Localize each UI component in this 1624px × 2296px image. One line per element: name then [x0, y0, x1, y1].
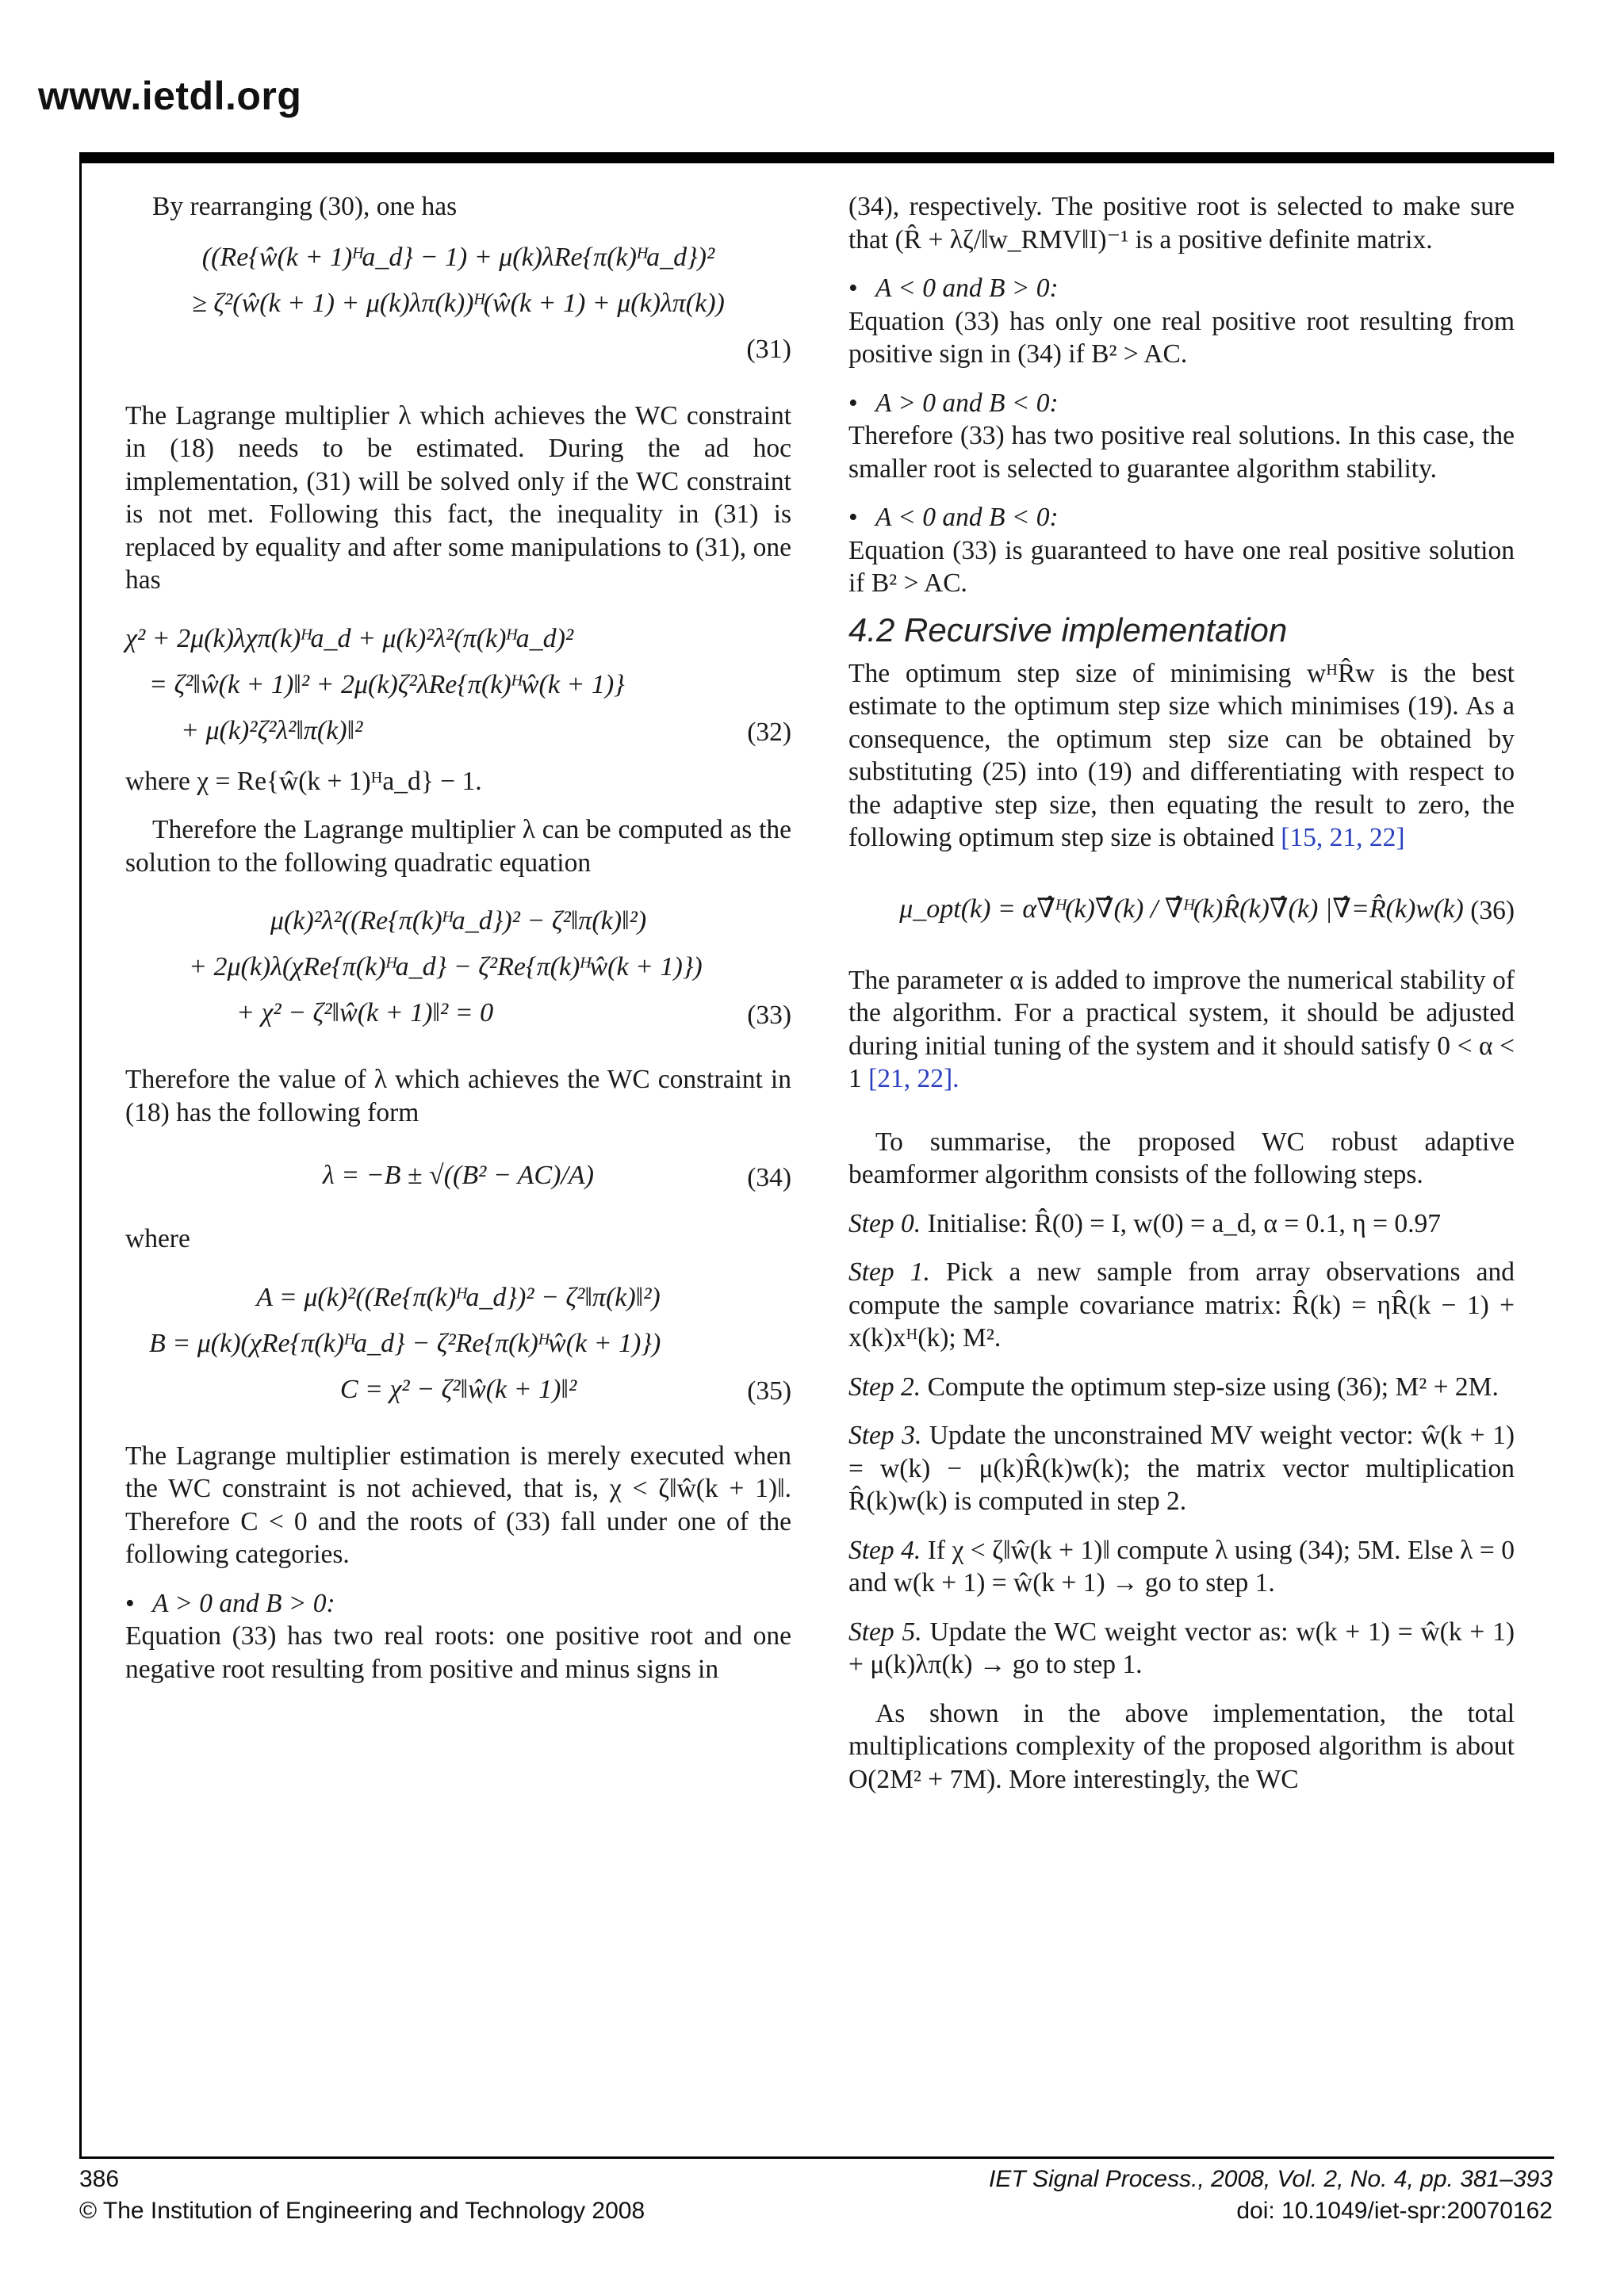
paragraph: where [125, 1224, 190, 1253]
equation-32 [125, 616, 791, 754]
step-label: Step 0. [848, 1208, 921, 1238]
equation-number: (33) [747, 1000, 791, 1030]
step-text: Update the unconstrained MV weight vector: ŵ(k + 1) = w(k) − μ(k)R̂(k)w(k); the matrix vector multiplication R̂(k)w(k) is computed in step 2. [848, 1421, 1515, 1516]
step-text: If χ < ζ‖ŵ(k + 1)‖ compute λ using (34); 5M. Else λ = 0 and w(k + 1) = ŵ(k + 1) → go to step 1. [848, 1535, 1515, 1598]
step-label: Step 5. [848, 1617, 922, 1647]
site-url[interactable]: www.ietdl.org [38, 74, 302, 118]
equation-34 [125, 1153, 791, 1199]
doi[interactable]: doi: 10.1049/iet-spr:20070162 [1236, 2198, 1553, 2224]
equation-line: B = μ(k)(χRe{π(k)ᴴa_d} − ζ²Re{π(k)ᴴŵ(k + 1)}) [149, 1328, 661, 1358]
paragraph [848, 657, 1515, 855]
equation-35 [125, 1275, 791, 1413]
copyright: © The Institution of Engineering and Technology 2008 [79, 2198, 645, 2224]
left-border-rule [79, 163, 82, 2157]
bullet-condition: A > 0 and B > 0: [152, 1588, 335, 1618]
paragraph: By rearranging (30), one has [152, 192, 458, 221]
equation-line: ((Re{ŵ(k + 1)ᴴa_d} − 1) + μ(k)λRe{π(k)ᴴa_d})² [201, 242, 715, 272]
paragraph: Equation (33) is guaranteed to have one real positive solution if B² > AC. [848, 535, 1515, 598]
equation-line: μ(k)²λ²((Re{π(k)ᴴa_d})² − ζ²‖π(k)‖²) [270, 906, 647, 936]
paragraph: (34), respectively. The positive root is selected to make sure that (R̂ + λζ/‖w_RMV‖I)⁻¹ is a positive definite matrix. [848, 192, 1515, 254]
footer-rule [79, 2156, 1554, 2159]
paragraph: Therefore (33) has two positive real solutions. In this case, the smaller root is selected to guarantee algorithm stability. [848, 421, 1515, 484]
equation-line: = ζ²‖ŵ(k + 1)‖² + 2μ(k)ζ²λRe{π(k)ᴴŵ(k + 1)} [149, 669, 625, 699]
paragraph: Equation (33) has two real roots: one positive root and one negative root resulting from positive and minus signs in [125, 1621, 791, 1684]
equation-line: λ = −B ± √((B² − AC)/A) [323, 1161, 594, 1190]
algorithm-step [848, 1616, 1515, 1682]
equation-31 [125, 235, 791, 373]
equation-line: C = χ² − ζ²‖ŵ(k + 1)‖² [339, 1374, 577, 1404]
algorithm-step [848, 1207, 1515, 1241]
right-column [848, 190, 1515, 1796]
bullet-item [125, 1587, 791, 1621]
algorithm-step [848, 1256, 1515, 1355]
page-number: 386 [79, 2166, 120, 2192]
bullet-icon: • [125, 1588, 135, 1618]
step-label: Step 1. [848, 1257, 930, 1287]
paragraph: The Lagrange multiplier λ which achieves the WC constraint in (18) needs to be estimated. During the ad hoc implementation, (31) will be solved only if the WC constraint is not met. Following this fact, the inequality in (31) is replaced by equality and after some manipulations to (31), one has [125, 400, 791, 595]
algorithm-step [848, 1371, 1515, 1404]
bullet-condition: A < 0 and B < 0: [875, 503, 1059, 532]
step-label: Step 3. [848, 1421, 922, 1450]
bullet-item [848, 501, 1515, 534]
step-text: Compute the optimum step-size using (36); M² + 2M. [927, 1372, 1499, 1402]
algorithm-step [848, 1419, 1515, 1518]
equation-line: χ² + 2μ(k)λχπ(k)ᴴa_d + μ(k)²λ²(π(k)ᴴa_d)² [125, 623, 574, 653]
equation-line: + χ² − ζ²‖ŵ(k + 1)‖² = 0 [236, 998, 494, 1027]
step-text: Initialise: R̂(0) = I, w(0) = a_d, α = 0.1, η = 0.97 [927, 1208, 1442, 1238]
paragraph: To summarise, the proposed WC robust adaptive beamformer algorithm consists of the following steps. [848, 1127, 1515, 1189]
bullet-item [848, 272, 1515, 305]
equation-number: (36) [1470, 896, 1515, 925]
paragraph: Therefore the Lagrange multiplier λ can be computed as the solution to the following quadratic equation [125, 815, 791, 878]
equation-number: (31) [746, 334, 791, 364]
paragraph: where χ = Re{ŵ(k + 1)ᴴa_d} − 1. [125, 766, 482, 796]
bullet-icon: • [848, 388, 858, 418]
equation-33 [125, 898, 791, 1036]
header-rule [79, 152, 1554, 163]
equation-line: μ_opt(k) = α∇̂ᴴ(k)∇̂(k) / ∇̂ᴴ(k)R̂(k)∇̂(k) |∇̂=R̂(k)w(k) [899, 894, 1464, 924]
equation-number: (35) [747, 1376, 791, 1406]
bullet-icon: • [848, 274, 858, 303]
paragraph-text: The parameter α is added to improve the numerical stability of the algorithm. For a practical system, it should be adjusted during initial tuning of the system and it should satisfy 0 < α < 1 [848, 965, 1515, 1093]
bullet-item [848, 387, 1515, 420]
step-text: Pick a new sample from array observations and compute the sample covariance matrix: R̂(k) = ηR̂(k − 1) + x(k)xᴴ(k); M². [848, 1257, 1515, 1353]
citation-link[interactable]: [15, 21, 22] [1281, 823, 1405, 852]
equation-number: (32) [747, 718, 791, 747]
paragraph: Equation (33) has only one real positive root resulting from positive sign in (34) if B² > AC. [848, 306, 1515, 369]
paragraph-text: The optimum step size of minimising wᴴR̂w is the best estimate to the optimum step size which minimises (19). As a consequence, the optimum step size can be obtained by substituting (25) into (19) and differentiating with respect to the adaptive step size, then equating the result to zero, the following optimum step size is obtained [848, 658, 1515, 852]
bullet-condition: A > 0 and B < 0: [875, 388, 1059, 418]
bullet-condition: A < 0 and B > 0: [875, 274, 1059, 303]
step-label: Step 4. [848, 1535, 921, 1565]
algorithm-step [848, 1534, 1515, 1600]
equation-line: + μ(k)²ζ²λ²‖π(k)‖² [181, 715, 363, 745]
step-text: Update the WC weight vector as: w(k + 1) = ŵ(k + 1) + μ(k)λπ(k) → go to step 1. [848, 1617, 1515, 1679]
journal-citation: IET Signal Process., 2008, Vol. 2, No. 4, pp. 381–393 [989, 2166, 1553, 2192]
citation-link[interactable]: [21, 22]. [868, 1064, 959, 1093]
paragraph: Therefore the value of λ which achieves the WC constraint in (18) has the following form [125, 1065, 791, 1127]
equation-36 [848, 886, 1515, 932]
paragraph: As shown in the above implementation, the total multiplications complexity of the proposed algorithm is about O(2M² + 7M). More interestingly, the WC [848, 1698, 1515, 1794]
equation-line: + 2μ(k)λ(χRe{π(k)ᴴa_d} − ζ²Re{π(k)ᴴŵ(k + 1)}) [189, 952, 703, 982]
equation-line: A = μ(k)²((Re{π(k)ᴴa_d})² − ζ²‖π(k)‖²) [256, 1282, 661, 1312]
equation-line: ≥ ζ²(ŵ(k + 1) + μ(k)λπ(k))ᴴ(ŵ(k + 1) + μ(k)λπ(k)) [192, 288, 725, 318]
section-heading: 4.2 Recursive implementation [848, 610, 1288, 649]
equation-number: (34) [747, 1162, 791, 1192]
paragraph: The Lagrange multiplier estimation is merely executed when the WC constraint is not achieved, that is, χ < ζ‖ŵ(k + 1)‖. Therefore C < 0 and the roots of (33) fall under one of the following categories. [125, 1441, 791, 1569]
paragraph [848, 964, 1515, 1096]
step-label: Step 2. [848, 1372, 921, 1402]
bullet-icon: • [848, 503, 858, 532]
left-column [125, 190, 791, 1686]
